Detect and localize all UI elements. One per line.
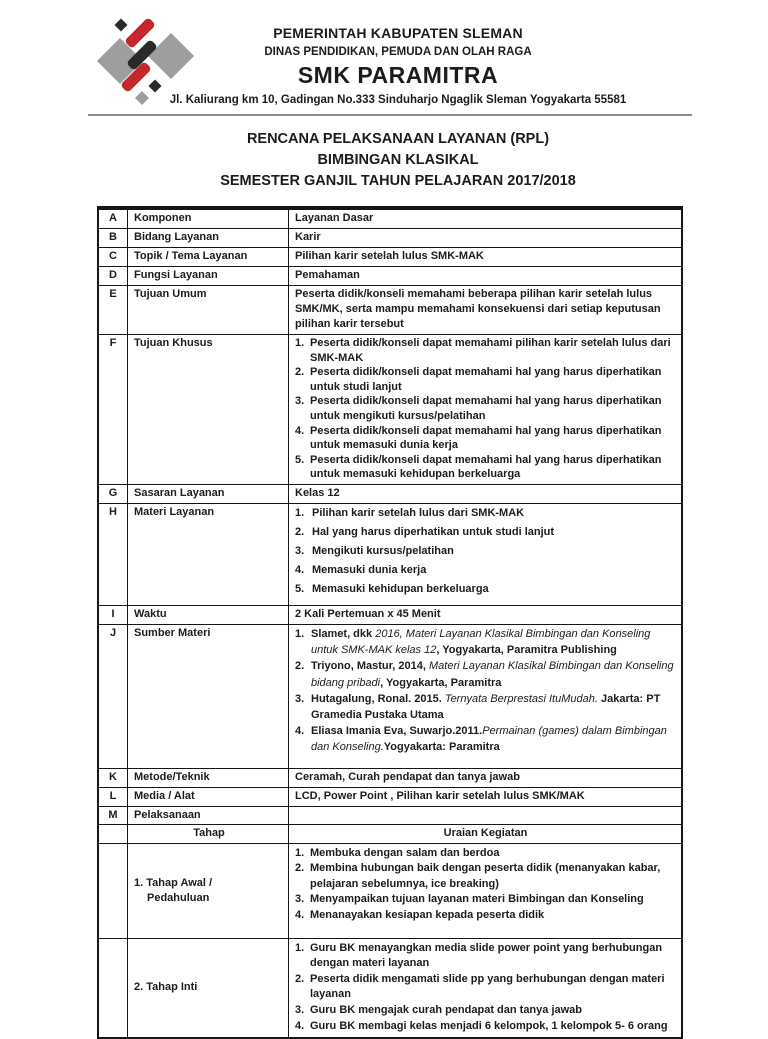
row-value: Ceramah, Curah pendapat dan tanya jawab — [295, 770, 520, 783]
table-row-waktu — [99, 605, 681, 624]
list-item: 2. Hal yang harus diperhatikan untuk studi lanjut — [295, 525, 555, 538]
list-item: 5. Peserta didik/konseli dapat memahami hal yang harus diperhatikan untuk memasuki kehidupan berkeluarga — [295, 453, 662, 481]
row-numbered-list — [289, 939, 681, 1038]
row-label: Metode/Teknik — [128, 769, 289, 787]
list-item: 4. Memasuki dunia kerja — [295, 563, 427, 576]
row-letter: L — [99, 788, 128, 806]
row-numbered-list — [289, 844, 681, 938]
title-line-3: SEMESTER GANJIL TAHUN PELAJARAN 2017/2018 — [220, 173, 576, 189]
list-item: 1. Membuka dengan salam dan berdoa — [295, 846, 500, 859]
stage-cell — [128, 939, 289, 1038]
stage-label: 1. Tahap Awal / Pedahuluan — [134, 876, 213, 904]
row-letter: F — [99, 335, 128, 484]
list-item: 3. Guru BK mengajak curah pendapat dan tanya jawab — [295, 1003, 583, 1016]
document-title — [100, 129, 696, 192]
row-value: Peserta didik/konseli memahami beberapa pilihan karir setelah lulus SMK/MK, serta mampu memahami konsekuensi dari setiap keputusan pilihan karir tersebut — [295, 288, 661, 330]
table-row-tahap-inti — [99, 938, 681, 1038]
row-letter: B — [99, 229, 128, 247]
row-label: Komponen — [128, 210, 289, 228]
school-address: Jl. Kaliurang km 10, Gadingan No.333 Sinduharjo Ngaglik Sleman Yogyakarta 55581 — [169, 94, 627, 106]
school-name: SMK PARAMITRA — [297, 62, 499, 88]
stage-cell — [128, 844, 289, 938]
stage-column-header: Tahap — [128, 825, 289, 843]
row-letter: K — [99, 769, 128, 787]
row-letter: C — [99, 248, 128, 266]
row-label: Sasaran Layanan — [128, 485, 289, 503]
row-label: Waktu — [128, 606, 289, 624]
list-item: 3. Hutagalung, Ronal. 2015. Ternyata Berprestasi ItuMudah. Jakarta: PT Gramedia Pustaka Utama — [295, 692, 661, 721]
table-row-komponen — [99, 210, 681, 228]
list-item: 3. Menyampaikan tujuan layanan materi Bimbingan dan Konseling — [295, 893, 644, 906]
row-label: Media / Alat — [128, 788, 289, 806]
list-item: 3. Mengikuti kursus/pelatihan — [295, 544, 454, 557]
row-label: Fungsi Layanan — [128, 267, 289, 285]
row-value: Karir — [295, 231, 321, 243]
row-label: Tujuan Khusus — [128, 335, 289, 484]
row-letter-empty — [99, 825, 128, 843]
list-item: 4. Eliasa Imania Eva, Suwarjo.2011.Permainan (games) dalam Bimbingan dan Konseling.Yogyakarta: Paramitra — [295, 725, 667, 754]
list-item: 1. Guru BK menayangkan media slide power point yang berhubungan dengan materi layanan — [295, 941, 663, 970]
list-item: 1. Pilihan karir setelah lulus dari SMK-MAK — [295, 506, 525, 519]
row-numbered-list — [289, 625, 681, 768]
row-letter: A — [99, 210, 128, 228]
row-value: Layanan Dasar — [295, 212, 374, 224]
list-item: 4. Peserta didik/konseli dapat memahami hal yang harus diperhatikan untuk memasuki dunia kerja — [295, 424, 662, 452]
table-row-tahap-awal — [99, 843, 681, 938]
row-letter-empty — [99, 844, 128, 938]
table-row-bidang-layanan — [99, 228, 681, 247]
row-label: Pelaksanaan — [128, 807, 289, 824]
list-item: 3. Peserta didik/konseli dapat memahami hal yang harus diperhatikan untuk mengikuti kursus/pelatihan — [295, 395, 662, 422]
row-label: Tujuan Umum — [128, 286, 289, 334]
letterhead — [0, 0, 768, 116]
row-label: Topik / Tema Layanan — [128, 248, 289, 266]
row-value: 2 Kali Pertemuan x 45 Menit — [295, 607, 441, 620]
list-item: 1. Peserta didik/konseli dapat memahami pilihan karir setelah lulus dari SMK-MAK — [295, 337, 671, 364]
table-row-tujuan-khusus — [99, 334, 681, 484]
title-line-2: BIMBINGAN KLASIKAL — [317, 152, 479, 168]
row-label: Materi Layanan — [128, 504, 289, 605]
list-item: 1. Slamet, dkk 2016, Materi Layanan Klasikal Bimbingan dan Konseling untuk SMK-MAK kelas 12, Yogyakarta, Paramitra Publishing — [295, 627, 651, 657]
government-name: PEMERINTAH KABUPATEN SLEMAN — [273, 25, 523, 41]
row-label: Sumber Materi — [128, 625, 289, 768]
row-label: Bidang Layanan — [128, 229, 289, 247]
list-item: 2. Peserta didik/konseli dapat memahami hal yang harus diperhatikan untuk studi lanjut — [295, 366, 662, 393]
table-row-sasaran-layanan — [99, 484, 681, 503]
rpl-table — [97, 206, 683, 1039]
table-row-tahap-header — [99, 824, 681, 843]
row-value: Kelas 12 — [295, 486, 340, 499]
row-value: Pemahaman — [295, 269, 360, 281]
paramitra-logo-icon — [92, 14, 198, 116]
row-value: LCD, Power Point , Pilihan karir setelah lulus SMK/MAK — [295, 789, 585, 802]
table-row-media-alat — [99, 787, 681, 806]
activity-column-header: Uraian Kegiatan — [443, 826, 528, 839]
row-value — [289, 807, 681, 824]
list-item: 4. Menanayakan kesiapan kepada peserta didik — [295, 908, 545, 921]
row-numbered-list — [289, 335, 681, 484]
row-letter: G — [99, 485, 128, 503]
table-row-pelaksanaan — [99, 806, 681, 824]
table-row-materi-layanan — [99, 503, 681, 605]
row-numbered-list — [289, 504, 681, 605]
table-row-topik — [99, 247, 681, 266]
row-letter: J — [99, 625, 128, 768]
row-letter: D — [99, 267, 128, 285]
list-item: 5. Memasuki kehidupan berkeluarga — [295, 582, 489, 595]
stage-label: 2. Tahap Inti — [134, 981, 198, 994]
title-line-1: RENCANA PELAKSANAAN LAYANAN (RPL) — [246, 131, 550, 147]
row-letter: E — [99, 286, 128, 334]
table-row-sumber-materi — [99, 624, 681, 768]
row-letter-empty — [99, 939, 128, 1038]
row-letter: H — [99, 504, 128, 605]
list-item: 2. Triyono, Mastur, 2014, Materi Layanan Klasikal Bimbingan dan Konseling bidang pribadi, Yogyakarta, Paramitra — [295, 660, 674, 689]
department-name: DINAS PENDIDIKAN, PEMUDA DAN OLAH RAGA — [264, 46, 532, 58]
list-item: 2. Peserta didik mengamati slide pp yang berhubungan dengan materi layanan — [295, 972, 665, 1001]
row-value: Pilihan karir setelah lulus SMK-MAK — [295, 250, 484, 262]
list-item: 2. Membina hubungan baik dengan peserta didik (menanyakan kabar, pelajaran sebelumnya, ice breaking) — [295, 862, 661, 890]
row-letter: I — [99, 606, 128, 624]
row-letter: M — [99, 807, 128, 824]
list-item: 4. Guru BK membagi kelas menjadi 6 kelompok, 1 kelompok 5- 6 orang — [295, 1019, 668, 1032]
table-row-metode-teknik — [99, 768, 681, 787]
table-row-tujuan-umum — [99, 285, 681, 334]
table-row-fungsi-layanan — [99, 266, 681, 285]
